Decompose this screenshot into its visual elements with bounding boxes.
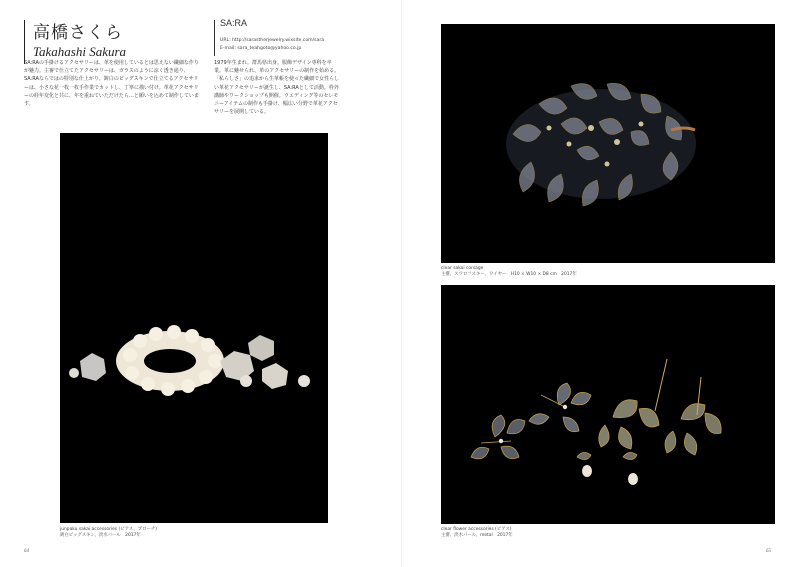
caption-rt-detail: 主審、スワロフスキー、ワイヤー H10 × W10 × D8 cm 2017年 (441, 272, 577, 278)
photo-clear-corsage (441, 24, 775, 263)
caption-left-detail: 鋳白ピッグスキン、淡水パール 2017年 (60, 533, 141, 539)
header-rule (24, 20, 25, 64)
brand-email: E-mail: sara_teahgoto@yahoo.co.jp (220, 46, 302, 51)
caption-rt-title: clear sakai corsage (441, 266, 484, 271)
info-rule (214, 20, 215, 56)
brand-name: SA:RA (220, 18, 248, 28)
page-number-left: 64 (24, 549, 29, 554)
page-number-right: 65 (766, 549, 771, 554)
caption-right-top (441, 266, 577, 279)
photo-clear-flower-accessories (441, 285, 775, 524)
photo-junpaku-accessories (60, 133, 328, 523)
artist-name-ja: 高橋さくら (33, 23, 123, 43)
caption-left-title: junpaku sakai accessories (ピアス、ブローチ) (60, 527, 157, 532)
description-text: SA:RAの手掛けるアクセサリーは、革を使用しているとは思えない繊細な作りが魅力。主審で仕立てたアクセサリーは、ガラスのように涼く透き通り、SA:RAならではの特別な仕上がり。鋳白のピッグスキンで仕立てるアクセサリーは、小さな花一枚一枚手作業でカットし、丁寧に描い付け。革花アクセサリーの経年変化と共に、年を重ねていただけたら…と願いを込めて制作しています。 (24, 60, 199, 108)
page-gutter (401, 0, 402, 567)
artist-name-roman: Takahashi Sakura (33, 44, 127, 59)
caption-left (60, 527, 157, 540)
caption-rb-detail: 主審、淡水パール、metal 2017年 (441, 533, 513, 539)
profile-text: 1979年生まれ。群馬県出身。服飾デザイン専科を卒業。革に魅せられ、革のアクセサリーの制作を始める。「私らしさ」の追求から生革帳を使った繊細で女性らしい革花アクセサリーが誕生し、SA:RAとして活動。枠外講師やワークショップも開催。ウエディング等のセレモニーアイテムの制作も手掛け、幅広い分野で革花アクセサリーを展開している。 (214, 60, 340, 116)
brand-url: URL: http://sarastherjewelry.wixsite.com/sara (220, 38, 325, 43)
caption-rb-title: clear flower accessories (ピアス) (441, 527, 512, 532)
caption-right-bottom (441, 527, 513, 540)
